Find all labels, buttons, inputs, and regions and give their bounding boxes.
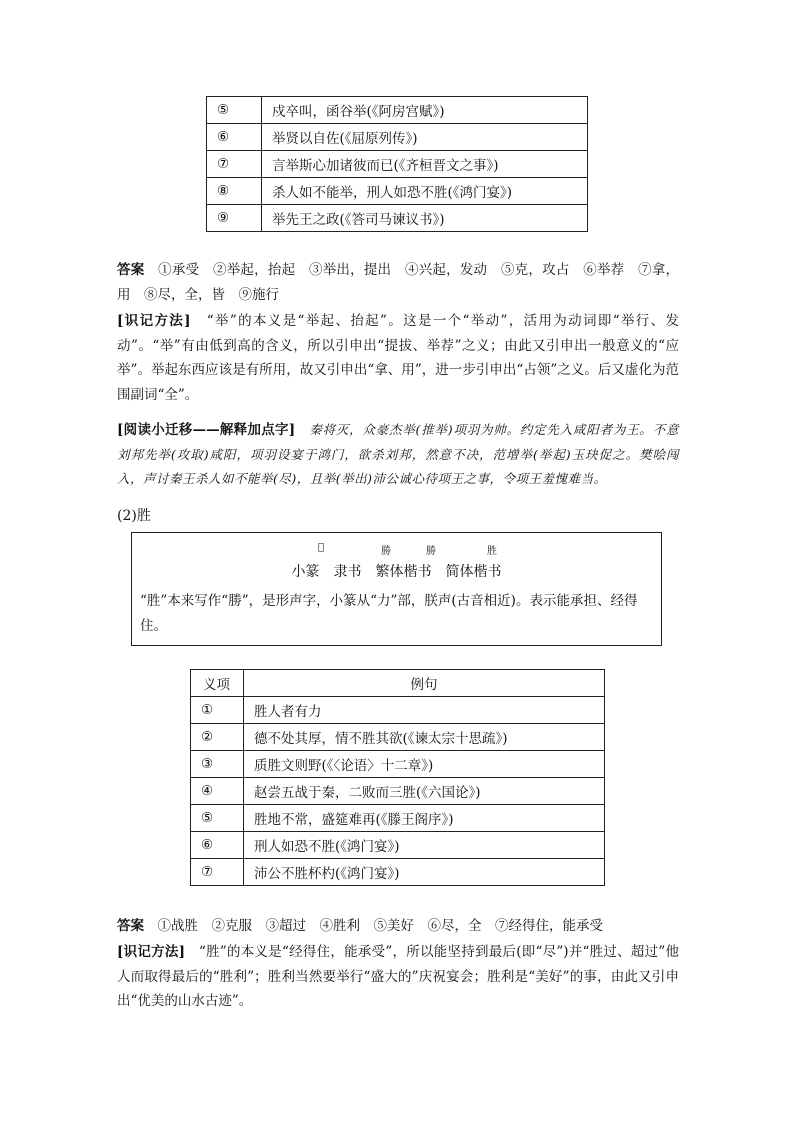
script-label: 隶书 [333, 564, 362, 580]
answer-text: ①战胜 ②克服 ③超过 ④胜利 ⑤美好 ⑥尽，全 ⑦经得住，能承受 [157, 918, 603, 934]
table-row [207, 205, 588, 232]
memory-method-label: [识记方法] [117, 313, 191, 329]
memory-method-ju [117, 309, 679, 407]
section-heading-sheng: (2)胜 [117, 508, 151, 524]
answer-label: 答案 [117, 918, 144, 934]
character-explanation: “胜”本来写作“勝”，是形声字，小篆从“力”部，朕声(古音相近)。表示能承担、经得住。 [140, 593, 638, 634]
header-meaning: 义项 [191, 670, 244, 697]
example-sentence: 德不处其厚，情不胜其欲(《谏太宗十思疏》) [244, 724, 605, 751]
simplified-glyph: 胜 [487, 546, 497, 557]
usage-table-sheng [190, 669, 605, 886]
script-label: 繁体楷书 [375, 564, 432, 580]
example-sentence: 杀人如不能举，刑人如恐不胜(《鸿门宴》) [262, 178, 588, 205]
example-sentence: 刑人如恐不胜(《鸿门宴》) [244, 832, 605, 859]
item-number: ⑦ [207, 151, 262, 178]
script-label: 小篆 [291, 564, 320, 580]
script-labels [132, 561, 661, 581]
table-row [191, 805, 605, 832]
example-sentence: 胜地不常，盛筵难再(《滕王阁序》) [244, 805, 605, 832]
example-sentence: 胜人者有力 [244, 697, 605, 724]
example-sentence: 言举斯心加诸彼而已(《齐桓晋文之事》) [262, 151, 588, 178]
table-row [191, 832, 605, 859]
item-number: ⑥ [191, 832, 244, 859]
script-label: 简体楷书 [445, 564, 502, 580]
seal-script-glyph: 𪴽 [318, 542, 325, 553]
table-row [191, 859, 605, 886]
item-number: ⑤ [191, 805, 244, 832]
example-sentence: 沛公不胜杯杓(《鸿门宴》) [244, 859, 605, 886]
table-row [191, 751, 605, 778]
item-number: ④ [191, 778, 244, 805]
example-sentence: 戍卒叫，函谷举(《阿房宫赋》) [262, 97, 588, 124]
answer-label: 答案 [117, 262, 145, 278]
answer-paragraph-sheng [117, 914, 679, 939]
table-row [191, 724, 605, 751]
usage-table-ju [206, 96, 588, 232]
answer-paragraph-ju [117, 258, 679, 307]
item-number: ⑥ [207, 124, 262, 151]
answer-text: ①承受 ②举起，抬起 ③举出，提出 ④兴起，发动 ⑤克，攻占 ⑥举荐 ⑦拿，用 ⑧尽，全，皆 ⑨施行 [117, 262, 680, 303]
item-number: ⑤ [207, 97, 262, 124]
table-row [191, 778, 605, 805]
item-number: ③ [191, 751, 244, 778]
table-row [207, 178, 588, 205]
clerical-script-glyph: 勝 [381, 546, 391, 557]
item-number: ② [191, 724, 244, 751]
header-example: 例句 [244, 670, 605, 697]
example-sentence: 赵尝五战于秦，二败而三胜(《六国论》) [244, 778, 605, 805]
reading-transfer-text: 秦将灭，众豪杰举(推举)项羽为帅。约定先入咸阳者为王。不意刘邦先举(攻取)咸阳，项羽设宴于鸿门，欲杀刘邦，然意不决，范增举(举起)玉玦促之。樊哙闯入，声讨秦王杀人如不能举(尽)，且举(举出)沛公诚心待项王之事，令项王羞愧难当。 [117, 422, 680, 486]
table-row [207, 124, 588, 151]
traditional-glyph: 勝 [426, 546, 436, 557]
item-number: ⑦ [191, 859, 244, 886]
example-sentence: 举先王之政(《答司马谏议书》) [262, 205, 588, 232]
item-number: ① [191, 697, 244, 724]
memory-method-label: [识记方法] [117, 944, 185, 960]
table-header [191, 670, 605, 697]
character-origin-box [131, 532, 662, 646]
item-number: ⑨ [207, 205, 262, 232]
example-sentence: 举贤以自佐(《屈原列传》) [262, 124, 588, 151]
memory-method-text: “胜”的本义是“经得住，能承受”，所以能坚持到最后(即“尽”)并“胜过、超过”他人而取得最后的“胜利”；胜利当然要举行“盛大的”庆祝宴会；胜利是“美好”的事，由此又引申出“优美的山水古迹”。 [117, 944, 680, 1009]
item-number: ⑧ [207, 178, 262, 205]
table-row [191, 697, 605, 724]
example-sentence: 质胜文则野(《〈论语〉十二章》) [244, 751, 605, 778]
memory-method-text: “举”的本义是“举起、抬起”。这是一个“举动”，活用为动词即“举行、发动”。“举”有由低到高的含义，所以引申出“提拔、举荐”之义；由此又引申出一般意义的“应举”。举起东西应该是有所用，故又引申出“拿、用”，进一步引申出“占领”之义。后又虚化为范围副词“全”。 [117, 313, 680, 403]
memory-method-sheng [117, 940, 679, 1014]
reading-transfer [117, 418, 679, 492]
table-row [207, 151, 588, 178]
reading-transfer-label: [阅读小迁移——解释加点字] [117, 422, 296, 438]
table-row [207, 97, 588, 124]
